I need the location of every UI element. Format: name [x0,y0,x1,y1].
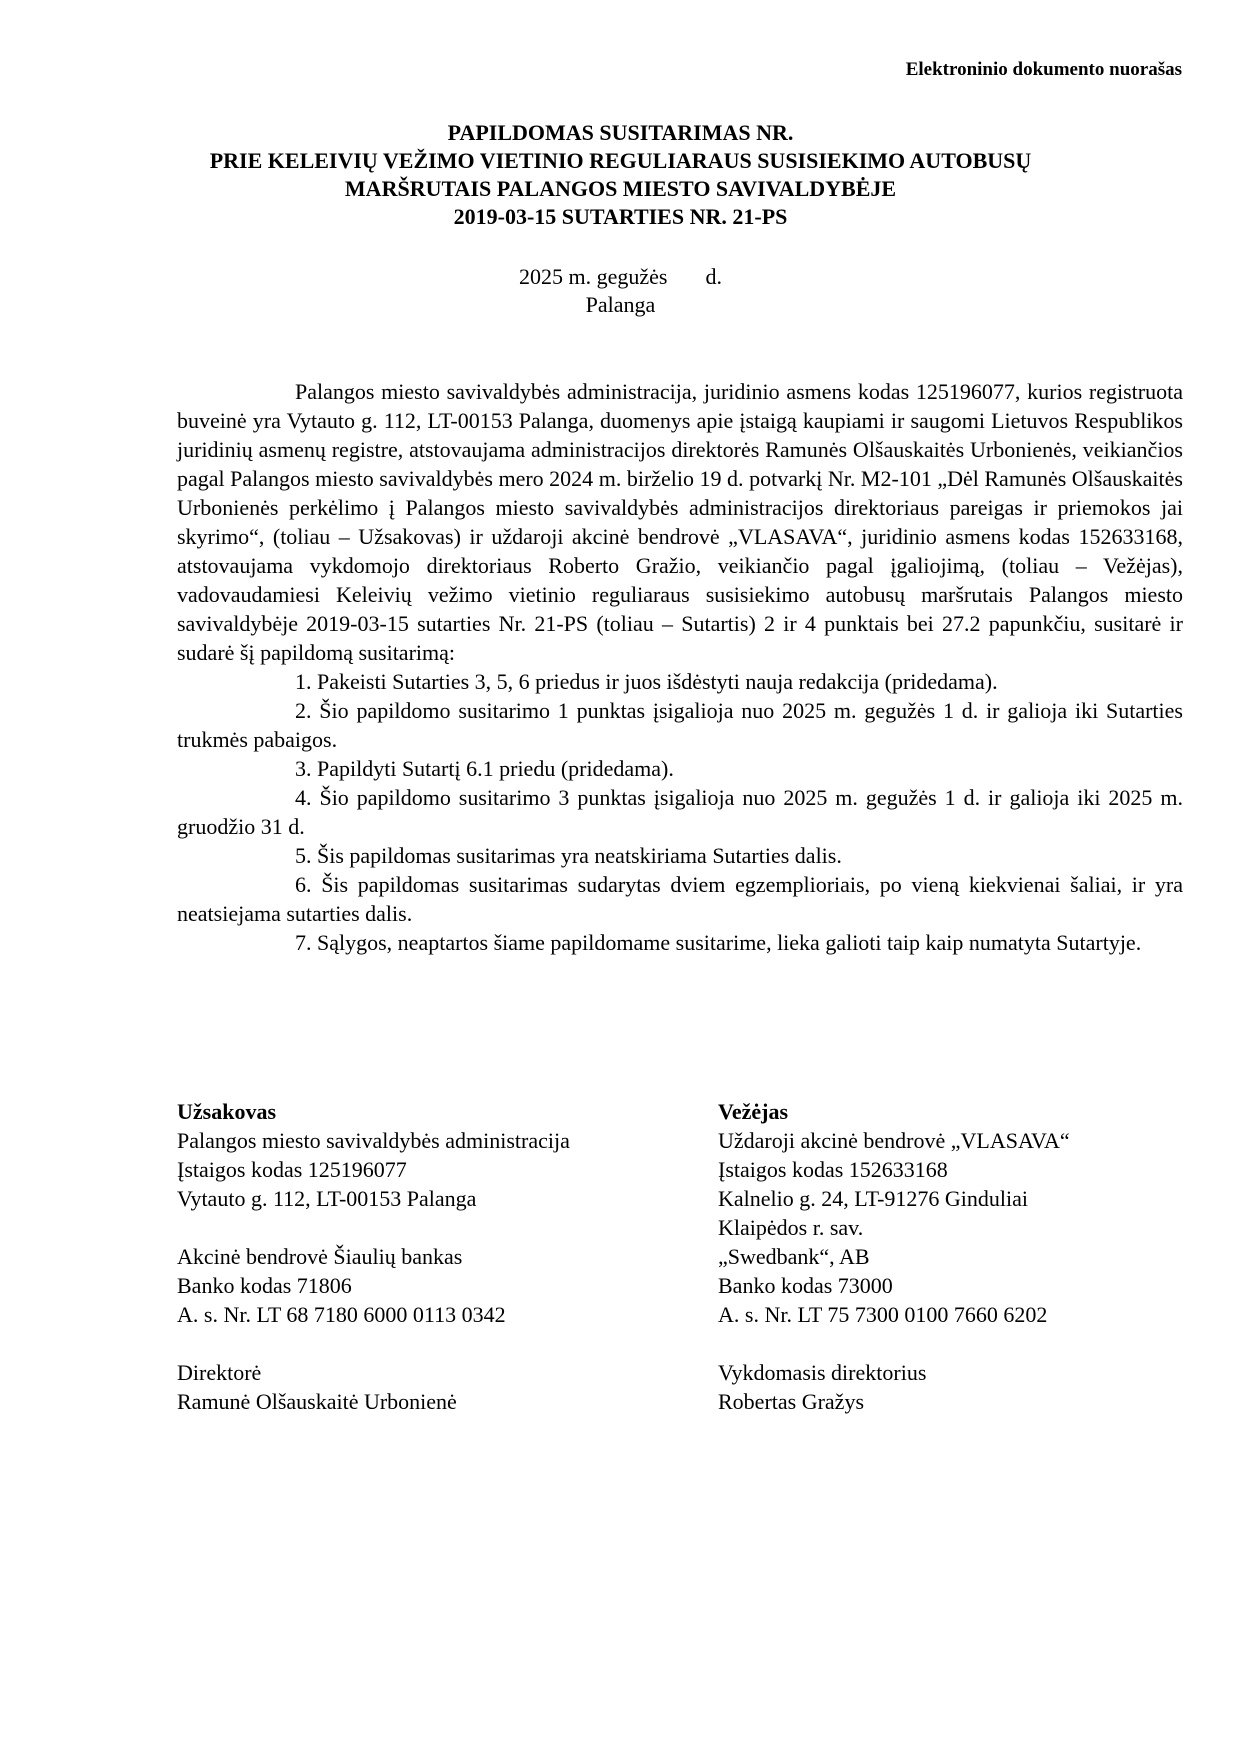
date-suffix: d. [705,264,722,289]
customer-code: Įstaigos kodas 125196077 [177,1157,407,1182]
agreement-item: 5. Šis papildomas susitarimas yra neatskiriama Sutarties dalis. [295,843,842,868]
agreement-item: 1. Pakeisti Sutarties 3, 5, 6 priedus ir juos išdėstyti nauja redakcija (pridedama). [295,669,998,694]
carrier-signer-name: Robertas Gražys [718,1389,865,1414]
agreement-item: 7. Sąlygos, neaptartos šiame papildomame susitarime, lieka galioti taip kaip numatyta Sutartyje. [295,930,1142,955]
carrier-bank: „Swedbank“, AB [718,1244,870,1269]
document-copy-note: Elektroninio dokumento nuorašas [905,59,1182,80]
customer-title: Užsakovas [177,1099,277,1124]
carrier-account: A. s. Nr. LT 75 7300 0100 7660 6202 [718,1302,1048,1327]
intro-paragraph: Palangos miesto savivaldybės administracija, juridinio asmens kodas 125196077, kurios registruota buveinė yra Vytauto g. 112, LT-00153 Palanga, duomenys apie įstaigą kaupiami ir saugomi Lietuvos Respublikos juridinių asmenų registre, atstovaujama administracijos direktorės Ramunės Olšauskaitės Urbonienės, veikiančios pagal Palangos miesto savivaldybės mero 2024 m. birželio 19 d. potvarkį Nr. M2-101 „Dėl Ramunės Olšauskaitės Urbonienės perkėlimo į Palangos miesto savivaldybės administracijos direktoriaus pareigas ir priemokos jai skyrimo“, (toliau – Užsakovas) ir uždaroji akcinė bendrovė „VLASAVA“, juridinio asmens kodas 152633168, atstovaujama vykdomojo direktoriaus Roberto Gražio, veikiančio pagal įgaliojimą, (toliau – Vežėjas), vadovaudamiesi Keleivių vežimo vietinio reguliaraus susisiekimo autobusų maršrutais Palangos miesto savivaldybėje 2019-03-15 sutarties Nr. 21-PS (toliau – Sutartis) 2 ir 4 punktais bei 27.2 papunkčiu, susitarė ir sudarė šį papildomą susitarimą: [177,379,1183,665]
title-line-3: MARŠRUTAIS PALANGOS MIESTO SAVIVALDYBĖJE [344,176,897,201]
agreement-item: 6. Šis papildomas susitarimas sudarytas dviem egzemplioriais, po vieną kiekvienai šaliai, ir yra neatsiejama sutarties dalis. [177,872,1183,926]
document-place: Palanga [585,292,656,317]
customer-bank: Akcinė bendrovė Šiaulių bankas [177,1244,463,1269]
customer-bank-code: Banko kodas 71806 [177,1273,352,1298]
carrier-address: Kalnelio g. 24, LT-91276 Ginduliai [718,1186,1029,1211]
customer-details [177,1097,657,1416]
carrier-name: Uždaroji akcinė bendrovė „VLASAVA“ [718,1128,1070,1153]
carrier-code: Įstaigos kodas 152633168 [718,1157,948,1182]
agreement-item: 2. Šio papildomo susitarimo 1 punktas įsigalioja nuo 2025 m. gegužės 1 d. ir galioja iki Sutarties trukmės pabaigos. [177,698,1183,752]
customer-address: Vytauto g. 112, LT-00153 Palanga [177,1186,477,1211]
carrier-bank-code: Banko kodas 73000 [718,1273,893,1298]
title-line-4: 2019-03-15 SUTARTIES NR. 21-PS [453,204,788,229]
agreement-body [177,377,1183,957]
customer-signer-name: Ramunė Olšauskaitė Urbonienė [177,1389,457,1414]
title-line-2: PRIE KELEIVIŲ VEŽIMO VIETINIO REGULIARAUS SUSISIEKIMO AUTOBUSŲ [209,148,1032,173]
title-line-1: PAPILDOMAS SUSITARIMAS NR. [447,120,794,145]
customer-name: Palangos miesto savivaldybės administracija [177,1128,570,1153]
carrier-address-2: Klaipėdos r. sav. [718,1215,864,1240]
carrier-signer-role: Vykdomasis direktorius [718,1360,927,1385]
customer-account: A. s. Nr. LT 68 7180 6000 0113 0342 [177,1302,506,1327]
agreement-item: 3. Papildyti Sutartį 6.1 priedu (pridedama). [295,756,674,781]
carrier-title: Vežėjas [718,1099,789,1124]
document-title [0,119,1241,231]
document-date [0,263,1241,291]
date-prefix: 2025 m. gegužės [519,264,668,289]
agreement-item: 4. Šio papildomo susitarimo 3 punktas įsigalioja nuo 2025 m. gegužės 1 d. ir galioja iki 2025 m. gruodžio 31 d. [177,785,1183,839]
carrier-details [718,1097,1198,1416]
customer-signer-role: Direktorė [177,1360,262,1385]
